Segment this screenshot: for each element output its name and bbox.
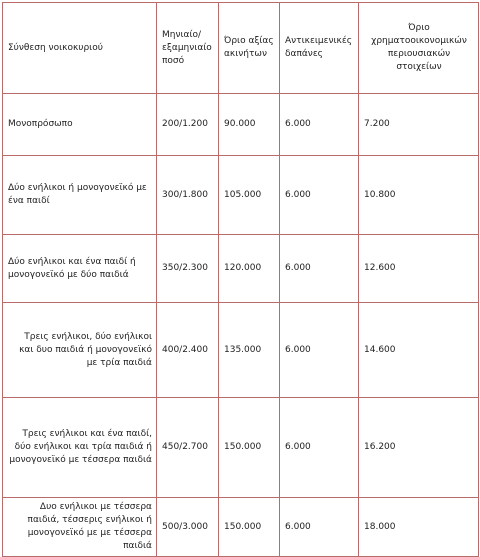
table-row [3, 303, 479, 398]
cell-monthly-amount: 500/3.000 [157, 498, 219, 557]
cell-household: Τρεις ενήλικοι και ένα παιδί, δύο ενήλικοι και τρία παιδιά ή μονογονεϊκό με τέσσερα παιδιά [3, 398, 157, 498]
cell-property-limit: 105.000 [219, 156, 280, 235]
cell-household: Δυο ενήλικοι με τέσσερα παιδιά, τέσσερις ενήλικοι ή μονογονεϊκό με με τέσσερα παιδιά [3, 498, 157, 557]
table-row [3, 94, 479, 156]
cell-household: Μονοπρόσωπο [3, 94, 157, 156]
cell-household: Τρεις ενήλικοι, δύο ενήλικοι και δυο παιδιά ή μονογονεϊκό με τρία παιδιά [3, 303, 157, 398]
cell-objective-expenses: 6.000 [280, 498, 359, 557]
cell-financial-assets-limit: 18.000 [359, 498, 479, 557]
cell-property-limit: 120.000 [219, 235, 280, 303]
cell-financial-assets-limit: 12.600 [359, 235, 479, 303]
cell-property-limit: 90.000 [219, 94, 280, 156]
cell-objective-expenses: 6.000 [280, 398, 359, 498]
header-financial-assets-limit: Όριο χρηματοοικονομικών περιουσιακών στοιχείων [359, 3, 479, 94]
cell-financial-assets-limit: 7.200 [359, 94, 479, 156]
cell-property-limit: 150.000 [219, 398, 280, 498]
cell-objective-expenses: 6.000 [280, 156, 359, 235]
header-monthly-amount: Μηνιαίο/ εξαμηνιαίο ποσό [157, 3, 219, 94]
cell-household: Δύο ενήλικοι ή μονογονεϊκό με ένα παιδί [3, 156, 157, 235]
cell-objective-expenses: 6.000 [280, 303, 359, 398]
header-household-composition: Σύνθεση νοικοκυριού [3, 3, 157, 94]
header-objective-expenses: Αντικειμενικές δαπάνες [280, 3, 359, 94]
cell-property-limit: 150.000 [219, 498, 280, 557]
cell-monthly-amount: 350/2.300 [157, 235, 219, 303]
cell-financial-assets-limit: 16.200 [359, 398, 479, 498]
header-property-limit: Όριο αξίας ακινήτων [219, 3, 280, 94]
cell-monthly-amount: 450/2.700 [157, 398, 219, 498]
cell-monthly-amount: 400/2.400 [157, 303, 219, 398]
cell-financial-assets-limit: 14.600 [359, 303, 479, 398]
cell-objective-expenses: 6.000 [280, 235, 359, 303]
eligibility-table [2, 2, 479, 557]
cell-financial-assets-limit: 10.800 [359, 156, 479, 235]
table-header-row [3, 3, 479, 94]
table-row [3, 235, 479, 303]
table-row [3, 398, 479, 498]
table-row [3, 156, 479, 235]
cell-property-limit: 135.000 [219, 303, 280, 398]
cell-objective-expenses: 6.000 [280, 94, 359, 156]
cell-household: Δύο ενήλικοι και ένα παιδί ή μονογονεϊκό με δύο παιδιά [3, 235, 157, 303]
cell-monthly-amount: 200/1.200 [157, 94, 219, 156]
cell-monthly-amount: 300/1.800 [157, 156, 219, 235]
